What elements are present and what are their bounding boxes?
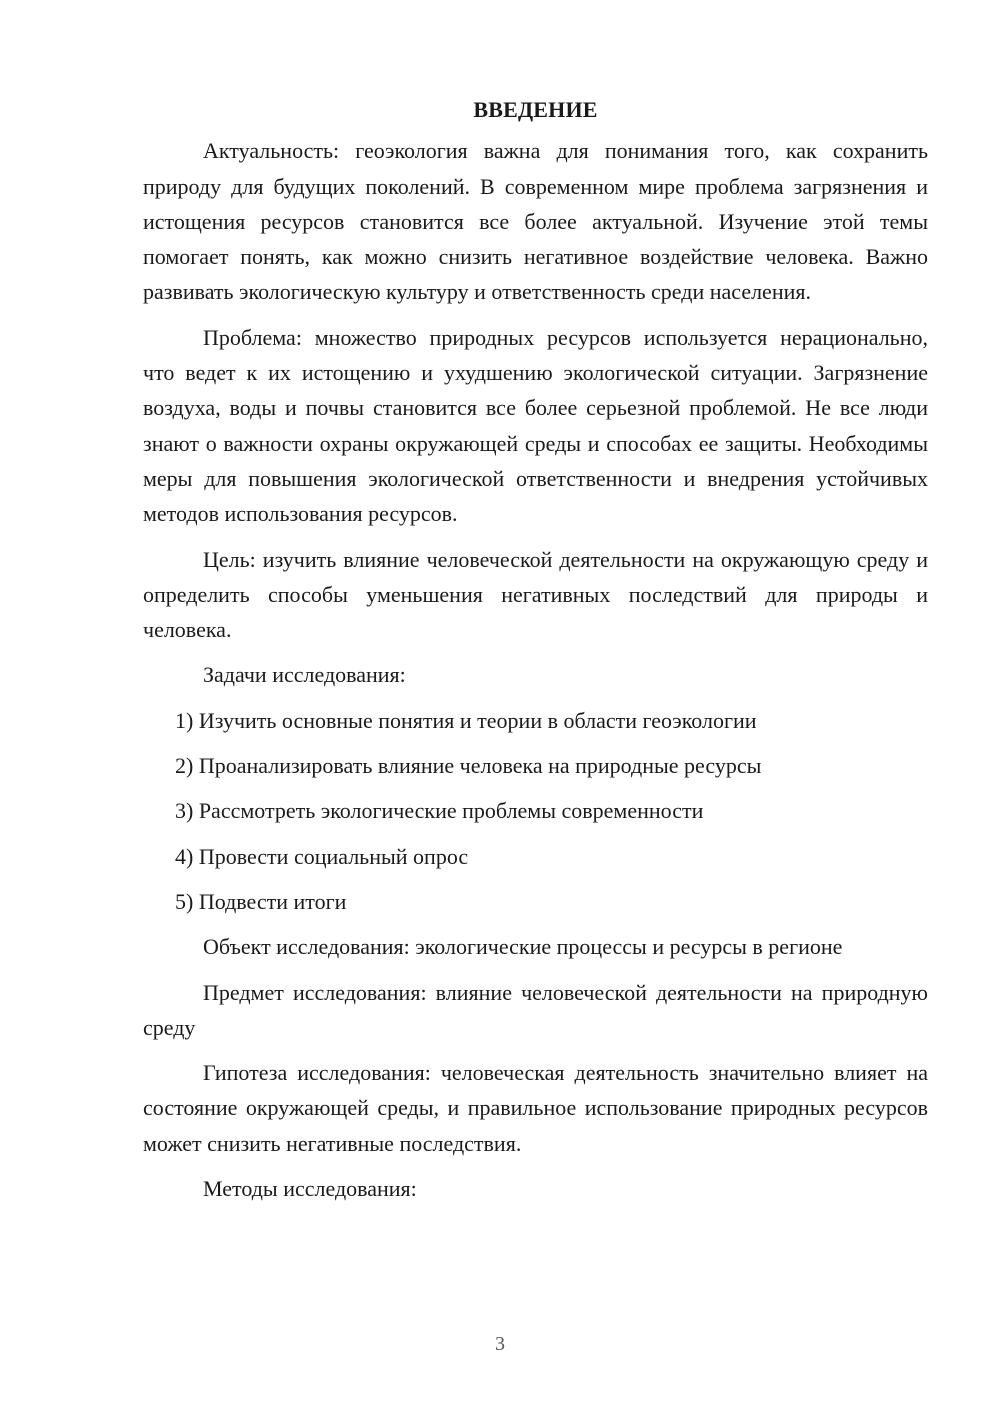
section-title: ВВЕДЕНИЕ [473, 97, 598, 122]
tasks-heading: Задачи исследования: [203, 662, 406, 688]
task-item: 4) Провести социальный опрос [175, 843, 469, 869]
subject-paragraph: Предмет исследования: влияние человеческой деятельности на природную среду [143, 979, 928, 1040]
tasks-list [143, 703, 928, 919]
problem-paragraph: Проблема: множество природных ресурсов используется нерационально, что ведет к их истощению и ухудшению экологической ситуации. Загрязнение воздуха, воды и почвы становится все более серьезной проблемой. Не все люди знают о важности охраны окружающей среды и способах ее защиты. Необходимы меры для повышения экологической ответственности и внедрения устойчивых методов использования ресурсов. [143, 324, 928, 527]
task-item: 2) Проанализировать влияние человека на природные ресурсы [175, 753, 762, 779]
task-item: 3) Рассмотреть экологические проблемы современности [175, 798, 704, 824]
goal-paragraph: Цель: изучить влияние человеческой деятельности на окружающую среду и определить способы уменьшения негативных последствий для природы и человека. [143, 546, 928, 643]
hypothesis-paragraph: Гипотеза исследования: человеческая деятельность значительно влияет на состояние окружающей среды, и правильное использование природных ресурсов может снизить негативные последствия. [143, 1060, 928, 1156]
methods-heading: Методы исследования: [203, 1176, 417, 1202]
object-paragraph: Объект исследования: экологические процессы и ресурсы в регионе [203, 934, 843, 960]
task-item: 5) Подвести итоги [175, 888, 347, 914]
page-number: 3 [495, 1333, 505, 1355]
relevance-paragraph: Актуальность: геоэкология важна для понимания того, как сохранить природу для будущих поколений. В современном мире проблема загрязнения и истощения ресурсов становится все более актуальной. Изучение этой темы помогает понять, как можно снизить негативное воздействие человека. Важно развивать экологическую культуру и ответственность среди населения. [143, 138, 928, 305]
task-item: 1) Изучить основные понятия и теории в области геоэкологии [175, 707, 757, 733]
document-page [143, 92, 928, 1216]
